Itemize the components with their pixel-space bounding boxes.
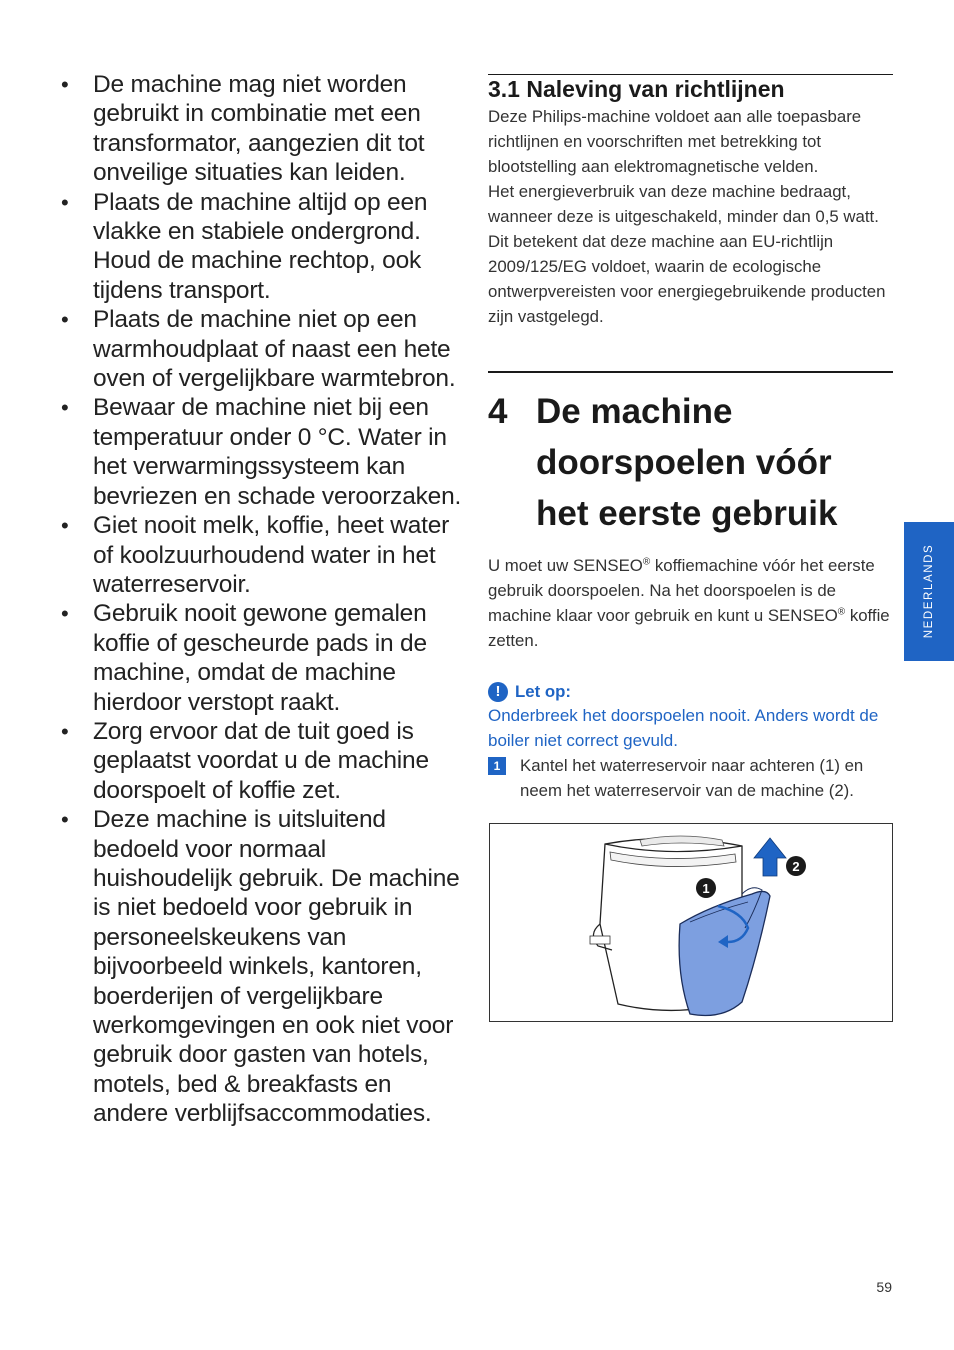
step-1 xyxy=(488,753,893,803)
drip-grid xyxy=(590,936,610,944)
section-4-intro xyxy=(488,553,893,653)
bullet-text: Deze machine is uitsluitend bedoeld voor normaal huishoudelijk gebruik. De machine is niet bedoeld voor gebruik in personeelskeukens van bijvoorbeeld winkels, kantoren, boerderijen of vergelijkbare werkomgevingen en ook niet voor gebruik door gasten van hotels, motels, bed & breakfasts en andere verblijfsaccommodaties. xyxy=(93,806,460,1128)
bullet-dot: • xyxy=(61,307,69,333)
section-3-1-paragraph-2: Het energieverbruik van deze machine bedraagt, wanneer deze is uitgeschakeld, minder dan 0,5 watt. Dit betekent dat deze machine aan EU-richtlijn 2009/125/EG voldoet, waarin de ecologische ontwerpvereisten voor energiegebruikende producten zijn vastgelegd. xyxy=(488,182,886,326)
lift-arrow-icon xyxy=(754,838,786,876)
bullet-text: Plaats de machine altijd op een vlakke en stabiele ondergrond. Houd de machine rechtop, ook tijdens transport. xyxy=(93,188,428,304)
bullet-item xyxy=(56,511,466,599)
intro-text-b: koffiemachine vóór het eerste gebruik doorspoelen. Na het doorspoelen is de machine klaar voor gebruik en kunt u SENSEO xyxy=(488,556,875,625)
bullet-text: Zorg ervoor dat de tuit goed is geplaatst voordat u de machine doorspoelt of koffie zet. xyxy=(93,717,429,804)
exclamation-icon: ! xyxy=(488,682,508,702)
section-4-heading xyxy=(488,386,893,539)
bullet-text: Bewaar de machine niet bij een temperatuur onder 0 °C. Water in het verwarmingssysteem kan bevriezen en schade veroorzaken. xyxy=(93,394,462,510)
bullet-dot: • xyxy=(61,807,69,833)
bullet-item xyxy=(56,599,466,717)
bullet-item xyxy=(56,717,466,805)
section-4-number: 4 xyxy=(488,392,508,431)
bullet-dot: • xyxy=(61,72,69,97)
bullet-item xyxy=(56,70,466,188)
bullet-text: Giet nooit melk, koffie, heet water of koolzuurhoudend water in het waterreservoir. xyxy=(93,512,450,598)
registered-mark: ® xyxy=(837,606,846,618)
intro-text-a: U moet uw SENSEO xyxy=(488,556,643,575)
bullet-text: Gebruik nooit gewone gemalen koffie of gescheurde pads in de machine, omdat de machine hierdoor verstopt raakt. xyxy=(93,600,427,716)
language-label: NEDERLANDS xyxy=(923,543,935,639)
section-4-title: De machine doorspoelen vóór het eerste gebruik xyxy=(536,392,838,533)
section-3-1-top-rule xyxy=(488,74,893,75)
registered-mark: ® xyxy=(642,556,651,568)
bullet-item xyxy=(56,305,466,393)
bullet-dot: • xyxy=(61,189,69,215)
caution-note-header xyxy=(488,680,571,704)
intro-text-c: koffie zetten. xyxy=(488,606,890,650)
bullet-item xyxy=(56,393,466,511)
machine-drawing xyxy=(490,824,892,1021)
caution-text: Onderbreek het doorspoelen nooit. Anders wordt de boiler niet correct gevuld. xyxy=(488,706,879,750)
language-side-tab xyxy=(904,522,954,661)
step-text: Kantel het waterreservoir naar achteren (1) en neem het waterreservoir van de machine (2). xyxy=(520,756,864,800)
bullet-text: Plaats de machine niet op een warmhoudplaat of naast een hete oven of vergelijkbare warmtebron. xyxy=(93,306,456,393)
safety-bullet-list xyxy=(56,70,466,1129)
section-3-1-title: 3.1 Naleving van richtlijnen xyxy=(488,76,785,102)
bullet-dot: • xyxy=(61,601,69,627)
reservoir-removal-illustration xyxy=(489,823,893,1022)
section-4-top-rule xyxy=(488,371,893,373)
callout-2-label: 2 xyxy=(792,859,800,874)
section-3-1-paragraph-1: Deze Philips-machine voldoet aan alle toepasbare richtlijnen en voorschriften met betrekking tot blootstelling aan elektromagnetische velden. xyxy=(488,107,862,176)
bullet-item xyxy=(56,805,466,1128)
bullet-dot: • xyxy=(61,513,69,539)
bullet-dot: • xyxy=(61,718,69,744)
caution-label: Let op: xyxy=(515,682,571,701)
bullet-dot: • xyxy=(61,395,69,421)
bullet-item xyxy=(56,188,466,306)
callout-1-label: 1 xyxy=(702,881,710,896)
step-number-badge: 1 xyxy=(488,757,506,775)
page-number: 59 xyxy=(876,1279,892,1295)
bullet-text: De machine mag niet worden gebruikt in combinatie met een transformator, aangezien dit tot onveilige situaties kan leiden. xyxy=(93,71,425,187)
